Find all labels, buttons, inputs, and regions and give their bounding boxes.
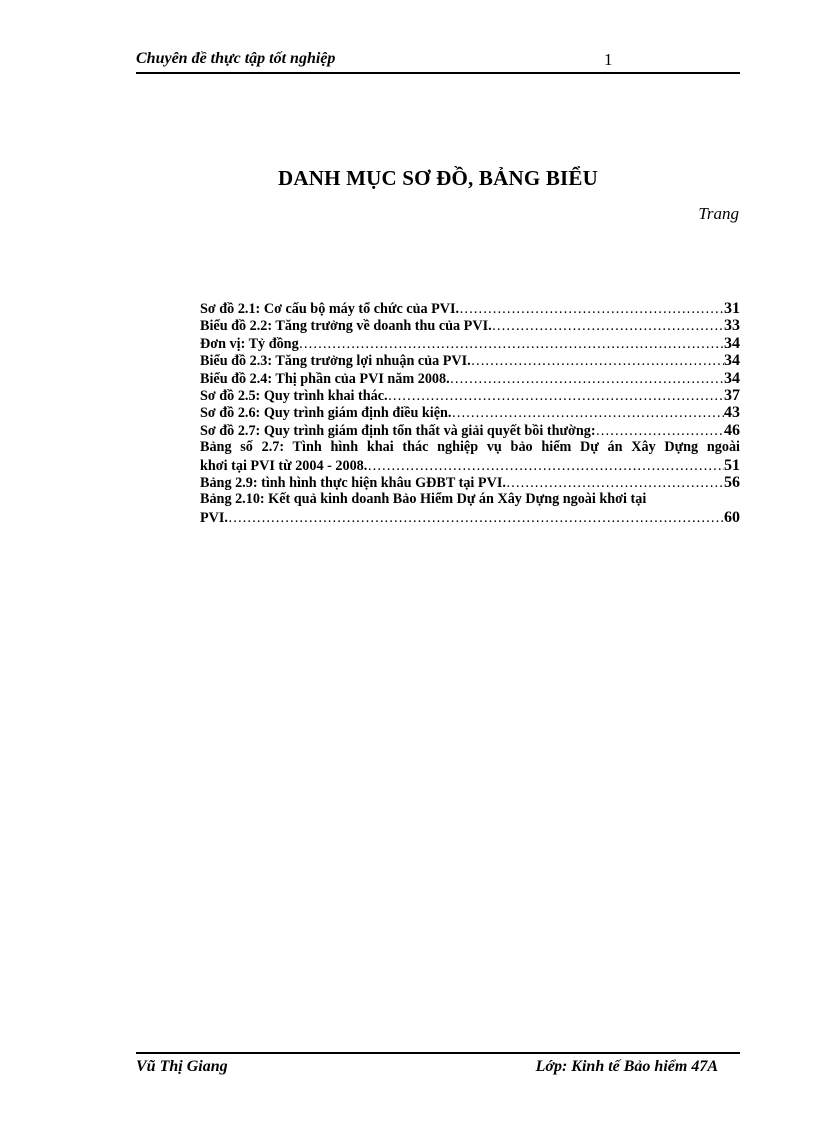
toc-item-text: Biểu đồ 2.2: Tăng trưởng về doanh thu của PVI. [200,318,492,335]
toc-item-text: Sơ đồ 2.6: Quy trình giám định điều kiện. [200,405,452,422]
toc-item-text-cont: khơi tại PVI từ 2004 - 2008. [200,457,368,474]
toc-item-page: 34 [724,334,740,352]
toc-item-text: Sơ đồ 2.7: Quy trình giám định tổn thất và giải quyết bồi thường: [200,422,596,439]
toc-item-page: 34 [724,352,740,370]
toc-item-page: 31 [724,300,740,317]
toc-item-line2 [200,457,740,474]
toc-item-text: Sơ đồ 2.1: Cơ cấu bộ máy tổ chức của PVI. [200,301,460,317]
toc-leader [492,318,724,334]
toc-item-text: Bảng 2.9: tình hình thực hiện khâu GĐBT tại PVI. [200,474,506,491]
toc-item-page: 51 [724,456,740,474]
toc-item-page: 43 [724,404,740,422]
footer-class: Lớp: Kinh tế Bảo hiểm 47A [535,1058,718,1075]
toc-item-text: Sơ đồ 2.5: Quy trình khai thác. [200,387,388,404]
toc-leader [596,423,724,439]
page-title: DANH MỤC SƠ ĐỒ, BẢNG BIỂU [277,166,599,190]
header-page-number: 1 [604,50,613,69]
toc-item-page: 34 [724,369,740,387]
toc-item-text: Bảng số 2.7: Tình hình khai thác nghiệp vụ bảo hiểm Dự án Xây Dựng ngoài [200,439,740,456]
toc-item-line1 [200,439,740,456]
toc-item [200,387,740,404]
toc-item [200,474,740,491]
page-header [136,48,740,74]
toc-item-line1 [200,491,740,508]
toc-item-text: Biểu đồ 2.4: Thị phần của PVI năm 2008. [200,370,450,387]
toc-item-text: Biểu đồ 2.3: Tăng trưởng lợi nhuận của PVI. [200,353,471,370]
toc-item-text-cont: PVI. [200,509,228,526]
toc-item-page: 60 [724,508,740,526]
header-title: Chuyên đề thực tập tốt nghiệp [136,50,336,67]
toc-item [200,422,740,439]
trang-label: Trang [698,204,739,223]
toc-list [200,300,740,526]
toc-leader [471,353,724,369]
toc-leader [228,510,724,526]
toc-item [200,370,740,387]
toc-leader [451,405,724,421]
toc-item [200,300,740,317]
toc-leader [450,371,724,387]
toc-item-page: 33 [724,317,740,335]
toc-item [200,335,740,352]
toc-item [200,352,740,369]
toc-leader [506,475,724,491]
toc-leader [459,301,724,317]
toc-item-page: 46 [724,421,740,439]
toc-item-page: 56 [724,473,740,491]
toc-leader [388,388,724,404]
toc-item-page: 37 [724,386,740,404]
toc-leader [299,336,724,352]
toc-item [200,404,740,421]
toc-item-text: Bảng 2.10: Kết quả kinh doanh Bảo Hiểm Dự án Xây Dựng ngoài khơi tại [200,491,647,508]
footer-author: Vũ Thị Giang [136,1058,228,1075]
page-footer [136,1052,740,1080]
toc-item [200,317,740,334]
toc-leader [367,458,724,474]
toc-item-line2 [200,509,740,526]
toc-item-text: Đơn vị: Tỷ đồng [200,335,299,352]
